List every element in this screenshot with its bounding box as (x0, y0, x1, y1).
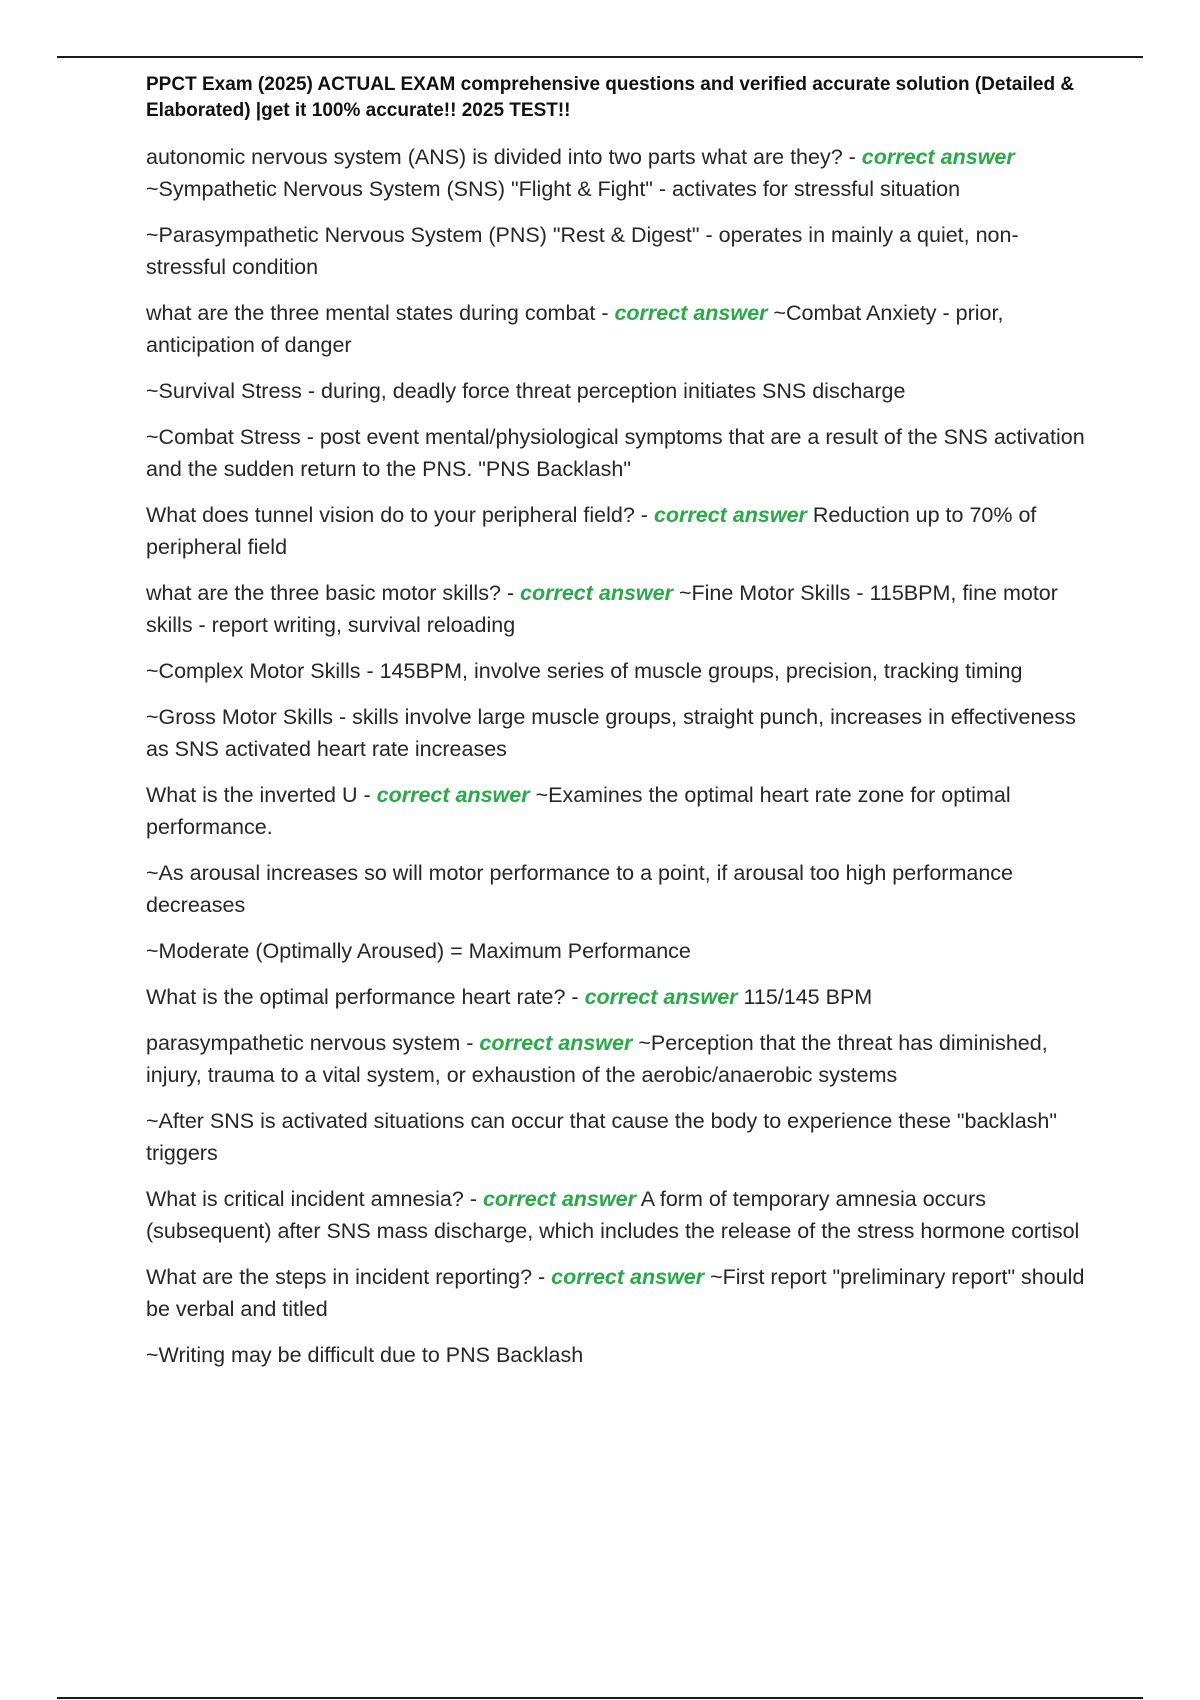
question-text: What is critical incident amnesia? - (146, 1187, 483, 1211)
question-text: what are the three basic motor skills? - (146, 581, 521, 605)
question-text: what are the three mental states during combat - (146, 301, 615, 325)
header-rule (57, 56, 1143, 58)
qa-item (146, 1183, 1096, 1247)
answer-continuation (146, 655, 1096, 687)
correct-answer-label: correct answer (551, 1265, 705, 1289)
answer-continuation (146, 701, 1096, 765)
answer-text: A form of temporary amnesia occurs (subsequent) after SNS mass discharge, which includes the release of the stress hormone cortisol (146, 1187, 1080, 1243)
answer-text: ~As arousal increases so will motor performance to a point, if arousal too high performance decreases (146, 861, 1014, 917)
answer-text: ~First report "preliminary report" should be verbal and titled (146, 1265, 1085, 1321)
qa-item (146, 1027, 1096, 1091)
answer-continuation (146, 857, 1096, 921)
answer-continuation (146, 1105, 1096, 1169)
answer-continuation (146, 935, 1096, 967)
footer-rule (57, 1697, 1143, 1699)
answer-text: ~Writing may be difficult due to PNS Backlash (146, 1343, 584, 1367)
answer-text: ~Parasympathetic Nervous System (PNS) "Rest & Digest" - operates in mainly a quiet, non-stressful condition (146, 223, 1019, 279)
qa-item (146, 141, 1096, 205)
page-content (146, 72, 1096, 1385)
correct-answer-label: correct answer (584, 985, 738, 1009)
question-text: What does tunnel vision do to your peripheral field? - (146, 503, 654, 527)
answer-text: ~Perception that the threat has diminished, injury, trauma to a vital system, or exhaustion of the aerobic/anaerobic systems (146, 1031, 1048, 1087)
answer-text: ~Survival Stress - during, deadly force threat perception initiates SNS discharge (146, 379, 906, 403)
correct-answer-label: correct answer (482, 1187, 636, 1211)
question-text: parasympathetic nervous system - (146, 1031, 480, 1055)
question-text: What is the optimal performance heart rate? - (146, 985, 585, 1009)
qa-item (146, 577, 1096, 641)
question-text: autonomic nervous system (ANS) is divided into two parts what are they? - (146, 145, 862, 169)
correct-answer-label: correct answer (520, 581, 673, 605)
qa-item (146, 297, 1096, 361)
answer-continuation (146, 219, 1096, 283)
answer-text: ~Gross Motor Skills - skills involve large muscle groups, straight punch, increases in effectiveness as SNS activated heart rate increases (146, 705, 1076, 761)
qa-item (146, 1261, 1096, 1325)
correct-answer-label: correct answer (479, 1031, 633, 1055)
correct-answer-label: correct answer (614, 301, 768, 325)
answer-text: Reduction up to 70% of peripheral field (146, 503, 1037, 559)
answer-text: ~Examines the optimal heart rate zone for optimal performance. (146, 783, 1011, 839)
answer-continuation (146, 375, 1096, 407)
answer-text: ~After SNS is activated situations can occur that cause the body to experience these "backlash" triggers (146, 1109, 1058, 1165)
question-text: What are the steps in incident reporting? - (146, 1265, 552, 1289)
question-text: What is the inverted U - (146, 783, 377, 807)
answer-text: 115/145 BPM (737, 985, 873, 1009)
qa-list (146, 141, 1096, 1371)
answer-continuation (146, 421, 1096, 485)
correct-answer-label: correct answer (861, 145, 1015, 169)
answer-text: ~Moderate (Optimally Aroused) = Maximum Performance (146, 939, 691, 963)
document-title: PPCT Exam (2025) ACTUAL EXAM comprehensive questions and verified accurate solution (Detailed & Elaborated) |get it 100% accurate!! 2025 TEST!! (146, 74, 1075, 121)
answer-text: ~Complex Motor Skills - 145BPM, involve series of muscle groups, precision, tracking timing (146, 659, 1023, 683)
correct-answer-label: correct answer (653, 503, 807, 527)
answer-text: ~Sympathetic Nervous System (SNS) "Flight & Fight" - activates for stressful situation (146, 177, 961, 201)
answer-text: ~Combat Anxiety - prior, anticipation of danger (146, 301, 1004, 357)
qa-item (146, 499, 1096, 563)
answer-continuation (146, 1339, 1096, 1371)
qa-item (146, 779, 1096, 843)
correct-answer-label: correct answer (376, 783, 530, 807)
answer-text: ~Combat Stress - post event mental/physiological symptoms that are a result of the SNS activation and the sudden return to the PNS. "PNS Backlash" (146, 425, 1085, 481)
answer-text: ~Fine Motor Skills - 115BPM, fine motor skills - report writing, survival reloading (146, 581, 1058, 637)
qa-item (146, 981, 1096, 1013)
